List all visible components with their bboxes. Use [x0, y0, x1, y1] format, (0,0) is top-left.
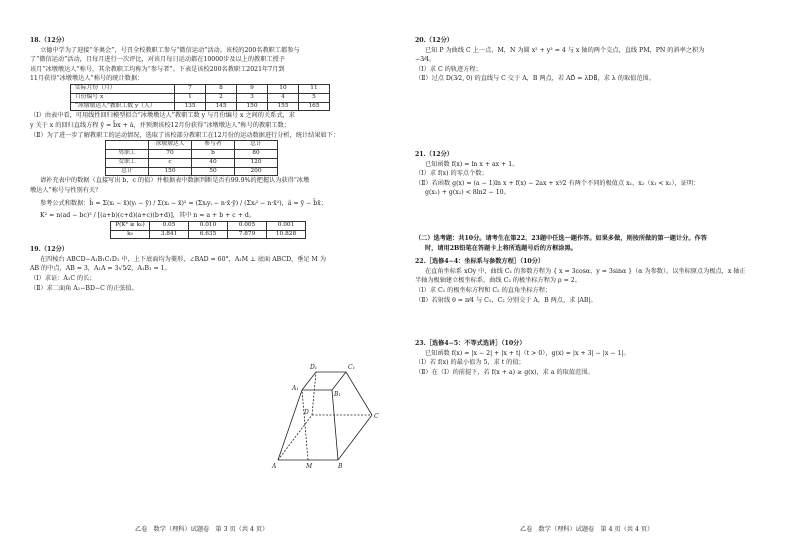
q23-heading: 23.［选修4−5：不等式选讲］（10分） [415, 340, 526, 348]
section-electives [415, 234, 775, 253]
q21-heading: 21.（12分） [415, 150, 453, 158]
q19-intro-line: 在四棱台 ABCD−A₁B₁C₁D₁ 中，上下底面均为菱形，∠BAD = 60°，A₁M ⊥ 底面 ABCD，垂足 M 为 [40, 255, 327, 263]
table-cell: 9 [237, 84, 268, 93]
question-19 [30, 245, 390, 293]
table-cell: 11 [299, 84, 330, 93]
right-page-footer: 乙卷 数学（理科）试题卷 第 4 页（共 4 页） [520, 526, 654, 533]
label-A1: A₁ [292, 385, 299, 392]
question-18 [30, 36, 390, 239]
table-cell: 实际月份（月） [71, 84, 175, 93]
right-page [415, 36, 775, 381]
table-cell: 150 [237, 102, 268, 111]
question-20 [415, 36, 775, 84]
table-cell: 男职工 [106, 149, 149, 158]
q22-part1: （Ⅰ）求 C₁ 的极坐标方程和 C₂ 的直角坐标方程； [415, 286, 552, 294]
label-M: M [306, 463, 313, 470]
table-cell: 6.635 [189, 230, 228, 239]
q21-part2: （Ⅱ）若函数 g(x) = (a − 1)ln x + f(x) − 2ax + x²⁄2 有两个不同的极值点 x₁，x₂（x₁ < x₂），证明： [415, 179, 700, 187]
table-cell: 10 [268, 84, 299, 93]
table-row [106, 149, 278, 158]
table-cell: 4 [268, 93, 299, 102]
label-C1: C₁ [348, 364, 355, 371]
section-instructions-cont: 时，请用2B铅笔在答题卡上将所选题号后的方框涂黑。 [425, 244, 577, 252]
q19-heading: 19.（12分） [30, 246, 68, 254]
table-cell: 冰墩墩达人 [149, 141, 192, 150]
left-page-footer: 乙卷 数学（理科）试题卷 第 3 页（共 4 页） [135, 526, 269, 533]
question-23 [415, 339, 775, 377]
q23-part2: （Ⅱ）在（Ⅰ）的前提下，若 f(x + a) ≥ g(x)，求 a 的取值范围。 [415, 368, 594, 376]
q18-part2b-cont: 墩达人”称号与性别有关？ [30, 186, 102, 194]
table-cell: 80 [235, 149, 278, 158]
table-cell [106, 141, 149, 150]
q21-part2-cont: g(x₁) + g(x₂) < 8ln2 − 10。 [425, 189, 510, 197]
q18-part1-cont: y 关于 x 的回归直线方程 ŷ = b̂x + â，并预测该校12月份获得“冰墩墩达人”称号的教职工数； [30, 121, 290, 129]
table-cell: 总计 [235, 141, 278, 150]
left-page [30, 36, 390, 297]
q18-intro-line: 该月“冰墩墩达人”称号，其余教职工均称为“参与者”。下表是该校200名教职工2021年7月到 [30, 65, 285, 73]
q23-part1: （Ⅰ）若 f(x) 的最小值为 5，求 t 的值； [415, 359, 525, 367]
table-cell: 0.010 [189, 221, 228, 230]
table-cell: 3 [237, 93, 268, 102]
label-B1: B₁ [334, 391, 341, 398]
q20-part2: （Ⅱ）过点 D(3⁄2, 0) 的直线与 C 交于 A，B 两点，若 AD⃗ = λDB⃗，求 λ 的取值范围。 [415, 75, 655, 83]
table-cell: b [192, 149, 235, 158]
table-cell: k₀ [111, 230, 150, 239]
table-cell: 10.828 [267, 230, 306, 239]
table-cell: 200 [235, 167, 278, 176]
question-22 [415, 257, 775, 305]
table-row [71, 93, 330, 102]
table-cell: 总计 [106, 167, 149, 176]
q23-intro: 已知函数 f(x) = |x − 2| + |x + t|（t > 0），g(x) = |x + 3| − |x − 1|。 [425, 349, 630, 357]
q18-part2b: 请补充表中的数据（直接写出 b，c 的值）并根据表中数据判断是否有99.9%的把握认为获得“冰墩 [40, 177, 310, 185]
q20-heading: 20.（12分） [415, 37, 453, 44]
q22-heading: 22.［选修4−4：坐标系与参数方程］（10分） [415, 258, 545, 266]
q18-critical-table [110, 221, 306, 240]
q18-part1: （Ⅰ）由表中看，可用线性回归模型拟合“冰墩墩达人”教职工数 y 与月份编号 x 之间的关系式，求 [30, 112, 295, 120]
table-cell: 0.001 [267, 221, 306, 230]
frustum-figure [270, 360, 390, 475]
q20-intro-line: −3⁄4。 [415, 56, 436, 64]
table-cell: 8 [206, 84, 237, 93]
q21-part1: （Ⅰ）求 f(x) 的零点个数； [415, 170, 488, 178]
label-B: B [338, 463, 343, 470]
label-D1: D₁ [310, 364, 318, 371]
q20-part1: （Ⅰ）求 C 的轨迹方程； [415, 65, 482, 73]
table-cell: 155 [268, 102, 299, 111]
label-A: A [272, 463, 277, 470]
table-cell: “冰墩墩达人”教职工数 y（人） [71, 102, 175, 111]
q18-intro-line: 了“微信运动”活动，且每月进行一次评比，对该月每日运动都在10000步及以上的教职工授予 [30, 56, 285, 64]
table-cell: 7 [175, 84, 206, 93]
q18-contingency-table [105, 140, 278, 176]
q18-heading: 18.（12分） [30, 37, 68, 44]
table-cell: c [149, 158, 192, 167]
table-row [71, 84, 330, 93]
q19-intro-line: AB 的中点，AB = 3，A₁A = 3√5⁄2，A₁B₁ = 1。 [30, 265, 171, 273]
table-cell: 5 [299, 93, 330, 102]
table-cell: 女职工 [106, 158, 149, 167]
table-cell: 参与者 [192, 141, 235, 150]
table-cell: 0.005 [228, 221, 267, 230]
q21-intro: 已知函数 f(x) = ln x + ax + 1。 [425, 160, 519, 168]
table-cell: 40 [192, 158, 235, 167]
q19-part1: （Ⅰ）求证：A₁C 的长； [30, 275, 96, 283]
table-row [106, 167, 278, 176]
table-cell: 2 [206, 93, 237, 102]
q18-k2-formula: K² = n(ad − bc)² / [(a+b)(c+d)(a+c)(b+d)]，其中 n = a + b + c + d。 [40, 212, 256, 220]
table-cell: P(K² ≥ k₀) [111, 221, 150, 230]
table-cell: 165 [299, 102, 330, 111]
q18-monthly-table [70, 84, 330, 111]
q22-intro-line: 在直角坐标系 xOy 中，曲线 C₁ 的参数方程为 { x = 3cosα，y = 3sinα }（α 为参数）。以坐标原点为极点，x 轴正 [425, 267, 746, 275]
q20-intro-line: 已知 P 为曲线 C 上一点，M，N 为圆 x² + y² = 4 与 x 轴的两个交点，直线 PM，PN 的斜率之积为 [425, 46, 705, 54]
label-D: D [304, 409, 309, 416]
q18-intro-line: 11月获得“冰墩墩达人”称号的统计数据： [30, 75, 144, 83]
table-cell: 1 [175, 93, 206, 102]
table-cell: 0.05 [150, 221, 189, 230]
table-row [71, 102, 330, 111]
table-cell: 3.841 [150, 230, 189, 239]
q18-intro-line: 立德中学为了迎接“冬奥会”，号召全校教职工参与“微信运动”活动。该校的200名教职工都参与 [40, 46, 300, 54]
table-cell: 7.879 [228, 230, 267, 239]
table-cell: 145 [206, 102, 237, 111]
table-cell: 70 [149, 149, 192, 158]
q19-part2: （Ⅱ）求二面角 A₁−BD−C 的正弦值。 [30, 284, 138, 292]
table-row [111, 230, 306, 239]
label-C: C [374, 413, 379, 420]
table-row [111, 221, 306, 230]
table-cell: 50 [192, 167, 235, 176]
table-cell: 135 [175, 102, 206, 111]
q22-intro-line: 半轴为极轴建立极坐标系，曲线 C₂ 的极坐标方程为 ρ = 2。 [415, 277, 581, 285]
table-cell: 150 [149, 167, 192, 176]
q22-part2: （Ⅱ）若射线 θ = π⁄4 与 C₁，C₂ 分别交于 A，B 两点，求 |AB|。 [415, 296, 597, 304]
table-row [106, 141, 278, 150]
table-cell: 月份编号 x [71, 93, 175, 102]
section-instructions: （二）选考题：共10分。请考生在第22、23题中任选一题作答。如果多做，则按所做的第一题计分。作答 [415, 234, 707, 242]
question-21 [415, 150, 775, 198]
q18-part2: （Ⅱ）为了进一步了解教职工的运动情况，选取了该校部分教职工在12月份的运动数据进行分析，统计结果如下： [30, 131, 340, 139]
table-row [106, 158, 278, 167]
table-cell: 120 [235, 158, 278, 167]
q18-reference-formula: 参考公式和数据：b̂ = Σ(xᵢ − x̄)(yᵢ − ȳ) / Σ(xᵢ − x̄)² = (Σxᵢyᵢ − n·x̄·ȳ) / (Σxᵢ² − n·x̄²)，â = ȳ − b̂x̄； [40, 199, 327, 207]
